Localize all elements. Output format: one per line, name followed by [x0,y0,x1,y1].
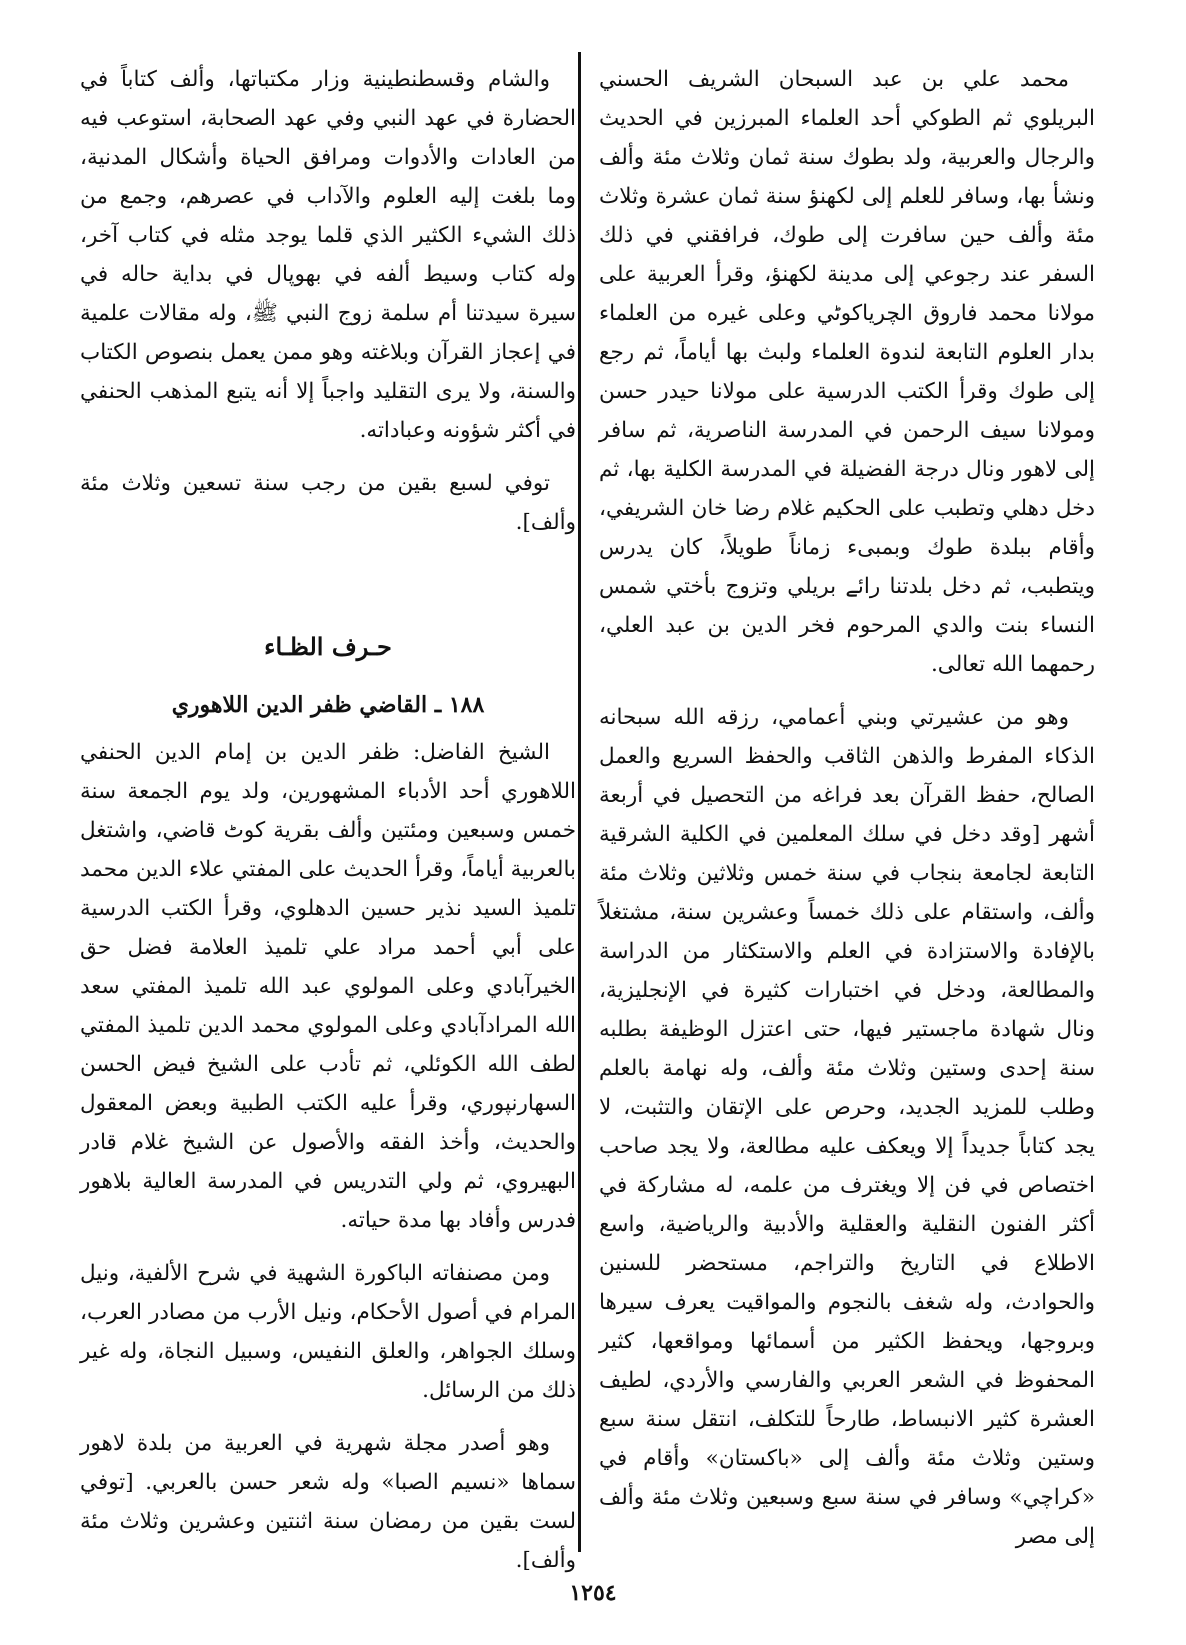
right-column [599,60,1095,1556]
entry-paragraph-1: الشيخ الفاضل: ظفر الدين بن إمام الدين الحنفي اللاهوري أحد الأدباء المشهورين، ولد يوم الجمعة سنة خمس وسبعين ومئتين وألف بقرية كوٹ قاضي، واشتغل بالعربية أياماً، وقرأ الحديث على المفتي علاء الدين محمد تلميذ السيد نذير حسين الدهلوي، وقرأ الكتب الدرسية على أبي أحمد مراد علي تلميذ العلامة فضل حق الخيرآبادي وعلى المولوي عبد الله تلميذ المفتي سعد الله المرادآبادي وعلى المولوي محمد الدين تلميذ المفتي لطف الله الكوئلي، ثم تأدب على الشيخ فيض الحسن السهارنپوري، وقرأ عليه الكتب الطبية وبعض المعقول والحديث، وأخذ الفقه والأصول عن الشيخ غلام قادر البهيروي، ثم ولي التدريس في المدرسة العالية بلاهور فدرس وأفاد بها مدة حياته. [80,740,576,1233]
page-number: ١٢٥٤ [569,1580,617,1606]
section-heading: حـرف الظـاء [264,632,392,661]
right-paragraph-1: محمد علي بن عبد السبحان الشريف الحسني البريلوي ثم الطوكي أحد العلماء المبرزين في الحديث والرجال والعربية، ولد بطوك سنة ثمان وثلاث مئة وألف ونشأ بها، وسافر للعلم إلى لكهنؤ سنة ثمان عشرة وثلاث مئة وألف حين سافرت إلى طوك، فرافقني في ذلك السفر عند رجوعي إلى مدينة لكهنؤ، وقرأ العربية على مولانا محمد فاروق الچرياكوٹي وعلى غيره من العلماء بدار العلوم التابعة لندوة العلماء ولبث بها أياماً، ثم رجع إلى طوك وقرأ الكتب الدرسية على مولانا حيدر حسن ومولانا سيف الرحمن في المدرسة الناصرية، ثم سافر إلى لاهور ونال درجة الفضيلة في المدرسة الكلية بها، ثم دخل دهلي وتطبب على الحكيم غلام رضا خان الشريفي، وأقام ببلدة طوك وبمبىء زماناً طويلاً، كان يدرس ويتطبب، ثم دخل بلدتنا رائے بريلي وتزوج بأختي شمس النساء بنت والدي المرحوم فخر الدين بن عبد العلي، رحمهما الله تعالى. [599,67,1095,677]
left-paragraph-2: توفي لسبع بقين من رجب سنة تسعين وثلاث مئة وألف]. [80,471,576,535]
column-divider [578,52,581,1552]
entry-paragraph-2: ومن مصنفاته الباكورة الشهية في شرح الألفية، ونيل المرام في أصول الأحكام، ونيل الأرب من مصادر العرب، وسلك الجواهر، والعلق النفيس، وسبيل النجاة، وله غير ذلك من الرسائل. [80,1261,576,1403]
left-column [80,60,576,1580]
entry-paragraph-3: وهو أصدر مجلة شهرية في العربية من بلدة لاهور سماها «نسيم الصبا» وله شعر حسن بالعربي. [توفي لست بقين من رمضان سنة اثنتين وعشرين وثلاث مئة وألف]. [80,1431,576,1573]
left-paragraph-1: والشام وقسطنطينية وزار مكتباتها، وألف كتاباً في الحضارة في عهد النبي وفي عهد الصحابة، استوعب فيه من العادات والأدوات ومرافق الحياة وأشكال المدنية، وما بلغت إليه العلوم والآداب في عصرهم، وجمع من ذلك الشيء الكثير الذي قلما يوجد مثله في كتاب آخر، وله كتاب وسيط ألفه في بهوپال في بداية حاله في سيرة سيدتنا أم سلمة زوج النبي ﷺ، وله مقالات علمية في إعجاز القرآن وبلاغته وهو ممن يعمل بنصوص الكتاب والسنة، ولا يرى التقليد واجباً إلا أنه يتبع المذهب الحنفي في أكثر شؤونه وعباداته. [80,67,576,443]
entry-heading: ١٨٨ ـ القاضي ظفر الدين اللاهوري [171,692,485,718]
right-paragraph-2: وهو من عشيرتي وبني أعمامي، رزقه الله سبحانه الذكاء المفرط والذهن الثاقب والحفظ السريع والعمل الصالح، حفظ القرآن بعد فراغه من التحصيل في أربعة أشهر [وقد دخل في سلك المعلمين في الكلية الشرقية التابعة لجامعة بنجاب في سنة خمس وثلاثين وثلاث مئة وألف، واستقام على ذلك خمساً وعشرين سنة، مشتغلاً بالإفادة والاستزادة في العلم والاستكثار من الدراسة والمطالعة، ودخل في اختبارات كثيرة في الإنجليزية، ونال شهادة ماجستير فيها، حتى اعتزل الوظيفة بطلبه سنة إحدى وستين وثلاث مئة وألف، وله نهامة بالعلم وطلب للمزيد الجديد، وحرص على الإتقان والتثبت، لا يجد كتاباً جديداً إلا ويعكف عليه مطالعة، ولا يجد صاحب اختصاص في فن إلا ويغترف من علمه، له مشاركة في أكثر الفنون النقلية والعقلية والأدبية والرياضية، واسع الاطلاع في التاريخ والتراجم، مستحضر للسنين والحوادث، وله شغف بالنجوم والمواقيت يعرف سيرها وبروجها، ويحفظ الكثير من أسمائها ومواقعها، كثير المحفوظ في الشعر العربي والفارسي والأردي، لطيف العشرة كثير الانبساط، طارحاً للتكلف، انتقل سنة سبع وستين وثلاث مئة وألف إلى «باكستان» وأقام في «كراچي» وسافر في سنة سبع وسبعين وثلاث مئة وألف إلى مصر [599,705,1095,1549]
